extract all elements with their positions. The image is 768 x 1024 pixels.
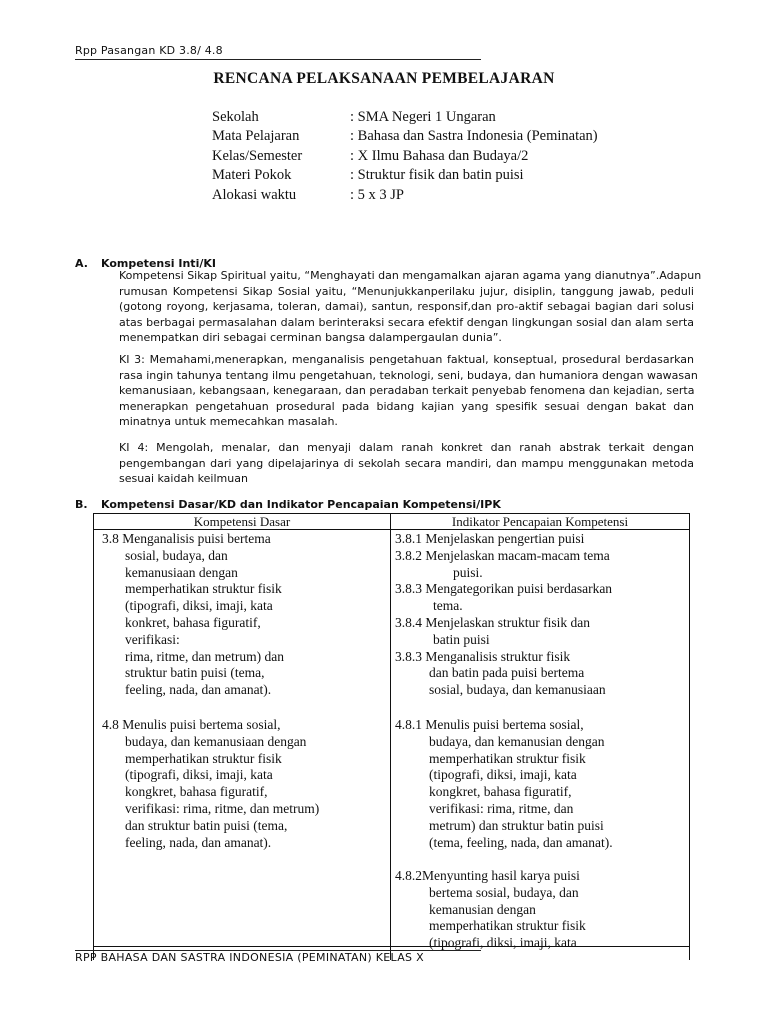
kd-line: memperhatikan struktur fisik [125, 581, 282, 597]
ipk-line: (tema, feeling, nada, dan amanat). [429, 834, 613, 850]
paragraph-line: KI 3: Memahami,menerapkan, menganalisis pengetahuan faktual, konseptual, prosedural berdasarkan [119, 353, 694, 366]
ipk-line: 3.8.1 Menjelaskan pengertian puisi [395, 531, 585, 546]
ipk-line: sosial, budaya, dan kemanusiaan [429, 682, 606, 698]
kd-cell [94, 530, 391, 961]
ipk-line: dan batin pada puisi bertema [429, 665, 585, 681]
kd-line: rima, ritme, dan metrum) dan [125, 648, 284, 664]
table-header-row [94, 514, 690, 530]
page-header: Rpp Pasangan KD 3.8/ 4.8 [75, 44, 223, 57]
ipk-line: (tipografi, diksi, imaji, kata [429, 767, 577, 783]
ipk-line: kemanusian dengan [429, 901, 536, 917]
paragraph-line: rasa ingin tahunya tentang ilmu pengetahuan, teknologi, seni, budaya, dan humaniora dengan wawasan [119, 368, 698, 382]
ipk-line: 3.8.3 Menganalisis struktur fisik [395, 648, 571, 664]
info-row-alokasi [212, 186, 598, 205]
kd-line: 3.8 Menganalisis puisi bertema [102, 531, 271, 546]
paragraph-line: menempatkan diri sebagai cerminan bangsa dalampergaulan dunia”. [119, 331, 502, 345]
paragraph-line: rumusan Kompetensi Sikap Sosial yaitu, “Menunjukkanperilaku jujur, disiplin, tanggung jawab, peduli [119, 284, 694, 298]
info-value: : 5 x 3 JP [350, 186, 404, 203]
kd-line: struktur batin puisi (tema, [125, 665, 265, 681]
paragraph-line: (gotong royong, kerjasama, toleran, damai), santun, responsif,dan pro-aktif sebagai bagian dari solusi [119, 300, 694, 314]
paragraph-line: kemanusiaan, kebangsaan, kenegaraan, dan peradaban terkait penyebab fenomena dan kejadian, serta [119, 384, 695, 398]
ipk-line: verifikasi: rima, ritme, dan [429, 800, 574, 816]
kd-line: verifikasi: rima, ritme, dan metrum) [125, 800, 320, 816]
paragraph-line: KI 4: Mengolah, menalar, dan menyaji dalam ranah konkret dan ranah abstrak terkait dengan [119, 441, 694, 454]
ki4-paragraph [119, 440, 694, 487]
kd-line: verifikasi: [125, 631, 180, 647]
ipk-3-8 [395, 531, 612, 699]
info-row-materi [212, 166, 598, 185]
kd-3-8 [102, 531, 284, 699]
ipk-line: 3.8.3 Mengategorikan puisi berdasarkan [395, 581, 613, 597]
ipk-line: bertema sosial, budaya, dan [429, 884, 579, 900]
kd-line: kemanusiaan dengan [125, 564, 238, 580]
kd-line: memperhatikan struktur fisik [125, 750, 282, 766]
ipk-cell [391, 530, 690, 961]
info-row-mapel [212, 127, 598, 146]
column-header-kd: Kompetensi Dasar [94, 514, 391, 530]
ipk-line: 3.8.4 Menjelaskan struktur fisik dan [395, 614, 590, 630]
ipk-line: tema. [433, 598, 463, 614]
kd-line: (tipografi, diksi, imaji, kata [125, 598, 273, 614]
kd-line: (tipografi, diksi, imaji, kata [125, 767, 273, 783]
ipk-line: (tipografi, diksi, imaji, kata [429, 935, 577, 951]
paragraph-line: sesuai kaidah keilmuan [119, 472, 248, 486]
info-label: Mata Pelajaran [212, 128, 300, 145]
info-value: : SMA Negeri 1 Ungaran [350, 109, 496, 125]
kd-line: kongkret, bahasa figuratif, [125, 784, 268, 800]
kd-line: dan struktur batin puisi (tema, [125, 817, 288, 833]
section-a-title: Kompetensi Inti/KI [101, 257, 216, 270]
info-label: Alokasi waktu [212, 186, 297, 203]
ipk-4-8-2 [395, 868, 586, 952]
ipk-4-8-1 [395, 717, 613, 851]
ipk-line: budaya, dan kemanusian dengan [429, 733, 605, 749]
info-value: : Bahasa dan Sastra Indonesia (Peminatan) [350, 128, 598, 145]
kd-line: konkret, bahasa figuratif, [125, 614, 261, 630]
ipk-line: puisi. [453, 564, 483, 580]
header-divider [75, 59, 481, 60]
kd-line: 4.8 Menulis puisi bertema sosial, [102, 717, 281, 732]
ipk-line: 3.8.2 Menjelaskan macam-macam tema [395, 547, 610, 563]
ipk-line: metrum) dan struktur batin puisi [429, 817, 604, 833]
info-label: Kelas/Semester [212, 147, 303, 164]
section-b-letter: B. [75, 498, 88, 511]
info-label: Materi Pokok [212, 167, 292, 184]
kd-line: feeling, nada, dan amanat). [125, 834, 272, 850]
info-value: : X Ilmu Bahasa dan Budaya/2 [350, 147, 529, 164]
kd-4-8 [102, 717, 319, 851]
ipk-line: batin puisi [433, 631, 490, 647]
ipk-line: memperhatikan struktur fisik [429, 918, 586, 934]
paragraph-line: Kompetensi Sikap Spiritual yaitu, “Menghayati dan mengamalkan ajaran agama yang dianutnya”.Adapun [119, 269, 702, 282]
kd-line: budaya, dan kemanusiaan dengan [125, 733, 307, 749]
ipk-line: kongkret, bahasa figuratif, [429, 784, 572, 800]
document-title: RENCANA PELAKSANAAN PEMBELAJARAN [213, 70, 555, 87]
info-row-sekolah [212, 108, 598, 127]
info-label: Sekolah [212, 109, 259, 125]
ipk-line: memperhatikan struktur fisik [429, 750, 586, 766]
table-row [94, 530, 690, 961]
section-b-title: Kompetensi Dasar/KD dan Indikator Pencapaian Kompetensi/IPK [101, 498, 501, 511]
info-value: : Struktur fisik dan batin puisi [350, 167, 524, 184]
ipk-line: 4.8.2Menyunting hasil karya puisi [395, 868, 580, 883]
section-a-letter: A. [75, 257, 88, 270]
ki3-paragraph [119, 352, 698, 430]
paragraph-line: pengembangan dari yang dipelajarinya di sekolah secara mandiri, dan mampu menggunakan metoda [119, 456, 694, 470]
kd-line: feeling, nada, dan amanat). [125, 682, 272, 698]
kd-ipk-table [93, 513, 690, 960]
page-footer: RPP BAHASA DAN SASTRA INDONESIA (PEMINATAN) KELAS X [75, 951, 424, 964]
identity-block [212, 108, 598, 205]
info-row-kelas [212, 147, 598, 166]
paragraph-line: menerapkan pengetahuan prosedural pada bidang kajian yang spesifik sesuai dengan bakat dan [119, 399, 694, 413]
table-bottom-border [93, 946, 690, 947]
paragraph-line: minatnya untuk memecahkan masalah. [119, 415, 338, 429]
column-header-ipk: Indikator Pencapaian Kompetensi [391, 514, 690, 530]
kd-line: sosial, budaya, dan [125, 547, 228, 563]
ipk-line: 4.8.1 Menulis puisi bertema sosial, [395, 717, 584, 732]
paragraph-line: atas berbagai permasalahan dalam berinteraksi secara efektif dengan lingkungan sosial dan alam serta [119, 315, 694, 329]
ki-spiritual-paragraph [119, 268, 702, 346]
